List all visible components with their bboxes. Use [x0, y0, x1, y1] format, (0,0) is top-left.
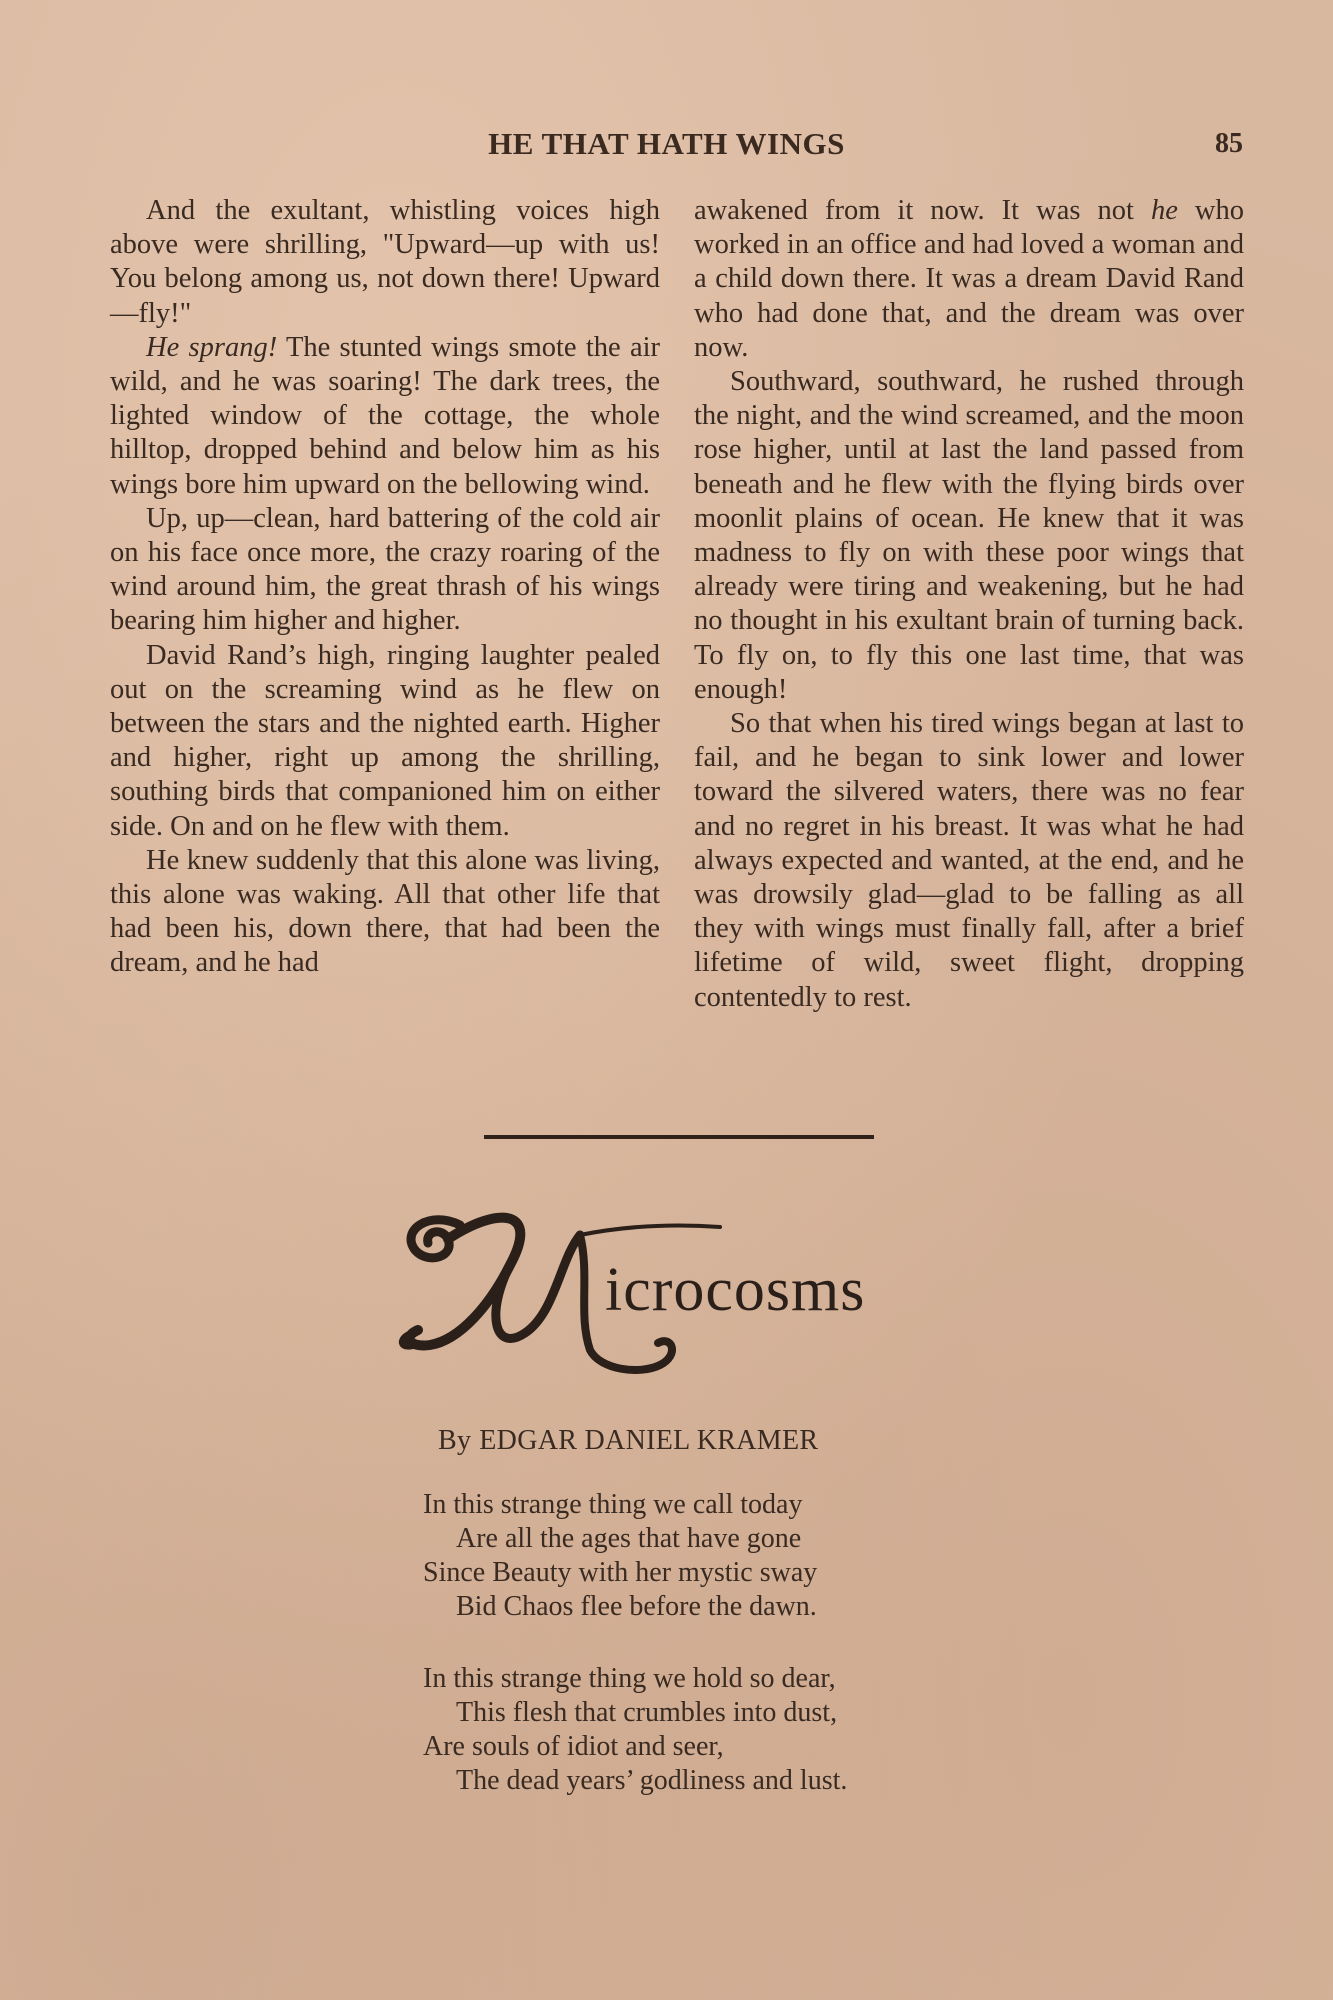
italic-word: he [1150, 195, 1178, 226]
paragraph-text: Up, up—clean, hard battering of the cold air on his face once more, the crazy roaring of the wind around him, the great thrash of his wings bearing him higher and higher. [110, 502, 660, 637]
verse-line: Since Beauty with her mystic sway [423, 1557, 818, 1588]
running-head [0, 126, 1333, 170]
story-title-header: HE THAT HATH WINGS [488, 126, 845, 161]
right-column [694, 194, 1244, 1015]
paragraph-text: And the exultant, whistling voices high above were shrilling, "Upward—up with us! You belong among us, not down there! Upward—fly!" [110, 195, 660, 329]
paragraph [694, 194, 1244, 365]
verse-line: The dead years’ godliness and lust. [456, 1765, 848, 1796]
paragraph-text: He knew suddenly that this alone was living, this alone was waking. All that other life that had been his, down there, that had been the dream, and he had [110, 844, 660, 979]
poem-byline [438, 1425, 818, 1457]
paragraph [110, 331, 660, 502]
italic-phrase: He sprang! [146, 331, 278, 363]
paragraph-text: awakened from it now. It was not [694, 195, 1151, 226]
poem-stanza [423, 1662, 1023, 1798]
paragraph [694, 365, 1244, 707]
verse-line: Are souls of idiot and seer, [423, 1731, 724, 1762]
poem-title [390, 1165, 970, 1395]
story-text [110, 194, 1242, 1094]
verse-line: Are all the ages that have gone [456, 1523, 802, 1554]
paragraph-text: Southward, southward, he rushed through the night, and the wind screamed, and the moon rose higher, until at last the land passed from beneath and he flew with the flying birds over moonlit plains of ocean. He knew that it was madness to fly on with these poor wings that already were tiring and weakening, but he had no thought in his exultant brain of turning back. To fly on, to fly this one last time, that was enough! [694, 366, 1244, 705]
paragraph [110, 502, 660, 639]
section-divider [484, 1135, 874, 1139]
paragraph-text: who worked in an office and had loved a woman and a child down there. It was a dream David Rand who had done that, and the dream was over now. [694, 195, 1244, 363]
poem-title-text [605, 1255, 865, 1326]
byline-by: By [438, 1425, 472, 1456]
paragraph-text: So that when his tired wings began at last to fail, and he began to sink lower and lower toward the silvered waters, there was no fear and no regret in his breast. It was what he had always expected and wanted, at the end, and he was drowsily glad—glad to be falling as all they with wings must finally fall, after a brief lifetime of wild, sweet flight, dropping contentedly to rest. [694, 708, 1244, 1013]
paragraph [110, 194, 660, 331]
paragraph-text: David Rand’s high, ringing laughter pealed out on the screaming wind as he flew on between the stars and the nighted earth. Higher and higher, right up among the shrilling, southing birds that companioned him on either side. On and on he flew with them. [110, 639, 660, 842]
verse-line: In this strange thing we call today [423, 1489, 803, 1520]
verse-line: Bid Chaos flee before the dawn. [456, 1591, 817, 1622]
paragraph [694, 707, 1244, 1015]
page-number: 85 [1215, 128, 1243, 159]
paragraph-text: The stunted wings smote the air wild, and he was soaring! The dark trees, the lighted window of the cottage, the whole hilltop, dropped behind and below him as his wings bore him upward on the bellowing wind. [110, 331, 661, 500]
verse-line: This flesh that crumbles into dust, [456, 1697, 838, 1728]
left-column [110, 194, 660, 981]
paragraph [110, 639, 660, 844]
paragraph [110, 844, 660, 981]
author-name: EDGAR DANIEL KRAMER [479, 1425, 819, 1456]
title-rest: icrocosms [605, 1256, 866, 1324]
verse-line: In this strange thing we hold so dear, [423, 1663, 836, 1694]
poem-stanza [423, 1488, 1023, 1624]
